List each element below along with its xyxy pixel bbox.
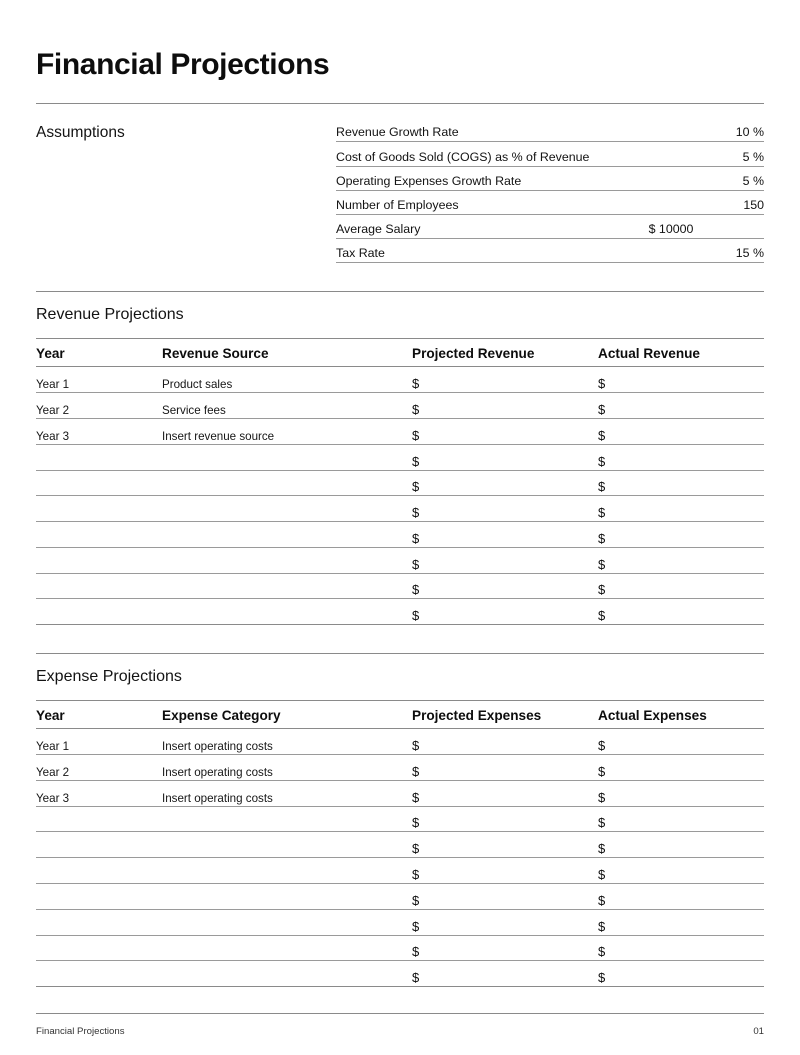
expense-cell-actual[interactable]: $ xyxy=(598,780,764,806)
revenue-cell-actual[interactable]: $ xyxy=(598,599,764,625)
revenue-spacer xyxy=(36,625,764,653)
revenue-cell-year[interactable]: Year 3 xyxy=(36,418,162,444)
footer-label: Financial Projections xyxy=(36,1026,125,1038)
revenue-cell-year[interactable] xyxy=(36,470,162,496)
expense-cell-year[interactable] xyxy=(36,935,162,961)
assumption-label: Number of Employees xyxy=(336,190,646,214)
expense-cell-actual[interactable]: $ xyxy=(598,935,764,961)
revenue-cell-projected[interactable]: $ xyxy=(412,522,598,548)
expense-cell-actual[interactable]: $ xyxy=(598,961,764,987)
assumption-label: Tax Rate xyxy=(336,239,646,263)
expense-cell-year[interactable]: Year 2 xyxy=(36,755,162,781)
table-row xyxy=(36,599,764,625)
revenue-cell-source[interactable] xyxy=(162,444,412,470)
assumption-value[interactable]: 150 xyxy=(646,190,764,214)
expense-cell-year[interactable]: Year 3 xyxy=(36,780,162,806)
table-row xyxy=(36,496,764,522)
revenue-cell-source[interactable]: Service fees xyxy=(162,393,412,419)
revenue-cell-projected[interactable]: $ xyxy=(412,367,598,393)
revenue-cell-projected[interactable]: $ xyxy=(412,496,598,522)
expense-cell-actual[interactable]: $ xyxy=(598,755,764,781)
expense-table-body xyxy=(36,729,764,987)
table-row xyxy=(36,444,764,470)
table-row xyxy=(36,367,764,393)
table-row xyxy=(36,573,764,599)
revenue-cell-actual[interactable]: $ xyxy=(598,496,764,522)
assumption-row xyxy=(336,166,764,190)
table-row xyxy=(36,884,764,910)
revenue-cell-projected[interactable]: $ xyxy=(412,599,598,625)
expense-cell-source[interactable] xyxy=(162,935,412,961)
table-row xyxy=(36,961,764,987)
revenue-cell-year[interactable]: Year 2 xyxy=(36,393,162,419)
assumption-row xyxy=(336,239,764,263)
revenue-col-projected: Projected Revenue xyxy=(412,339,598,367)
footer-divider xyxy=(36,1013,764,1014)
revenue-cell-year[interactable] xyxy=(36,547,162,573)
expense-cell-source[interactable] xyxy=(162,806,412,832)
expense-cell-source[interactable] xyxy=(162,961,412,987)
expense-cell-actual[interactable]: $ xyxy=(598,884,764,910)
revenue-table-body xyxy=(36,367,764,625)
expense-cell-source[interactable] xyxy=(162,909,412,935)
expense-cell-year[interactable] xyxy=(36,806,162,832)
assumption-value[interactable]: 10 % xyxy=(646,118,764,142)
expense-col-projected: Projected Expenses xyxy=(412,701,598,729)
revenue-projections-heading: Revenue Projections xyxy=(36,306,184,324)
revenue-cell-year[interactable] xyxy=(36,573,162,599)
expense-cell-projected[interactable]: $ xyxy=(412,858,598,884)
revenue-header-row xyxy=(36,339,764,367)
revenue-cell-year[interactable] xyxy=(36,444,162,470)
revenue-cell-year[interactable]: Year 1 xyxy=(36,367,162,393)
table-row xyxy=(36,729,764,755)
expense-col-year: Year xyxy=(36,701,162,729)
revenue-cell-actual[interactable]: $ xyxy=(598,547,764,573)
revenue-cell-year[interactable] xyxy=(36,522,162,548)
assumptions-label: Assumptions xyxy=(36,123,125,141)
table-row xyxy=(36,909,764,935)
expense-cell-source[interactable]: Insert operating costs xyxy=(162,780,412,806)
expense-col-actual: Actual Expenses xyxy=(598,701,764,729)
revenue-cell-actual[interactable]: $ xyxy=(598,470,764,496)
page-title: Financial Projections xyxy=(36,48,330,82)
assumption-row xyxy=(336,214,764,238)
expense-cell-year[interactable]: Year 1 xyxy=(36,729,162,755)
table-row xyxy=(36,547,764,573)
expense-cell-projected[interactable]: $ xyxy=(412,755,598,781)
revenue-col-actual: Actual Revenue xyxy=(598,339,764,367)
table-row xyxy=(36,470,764,496)
table-row xyxy=(36,935,764,961)
expense-col-category: Expense Category xyxy=(162,701,412,729)
table-row xyxy=(36,832,764,858)
assumption-row xyxy=(336,190,764,214)
document-page xyxy=(0,20,800,1055)
table-row xyxy=(36,806,764,832)
revenue-col-source: Revenue Source xyxy=(162,339,412,367)
revenue-cell-source[interactable] xyxy=(162,573,412,599)
expense-cell-projected[interactable]: $ xyxy=(412,729,598,755)
assumption-label: Cost of Goods Sold (COGS) as % of Revenue xyxy=(336,142,646,166)
expense-cell-actual[interactable]: $ xyxy=(598,909,764,935)
table-row xyxy=(36,522,764,548)
table-row xyxy=(36,755,764,781)
revenue-cell-projected[interactable]: $ xyxy=(412,573,598,599)
revenue-cell-actual[interactable]: $ xyxy=(598,393,764,419)
revenue-table-head xyxy=(36,339,764,367)
revenue-cell-actual[interactable]: $ xyxy=(598,522,764,548)
expense-cell-actual[interactable]: $ xyxy=(598,858,764,884)
expense-cell-actual[interactable]: $ xyxy=(598,832,764,858)
revenue-cell-source[interactable] xyxy=(162,522,412,548)
expense-cell-source[interactable] xyxy=(162,858,412,884)
assumption-row xyxy=(336,118,764,142)
page-footer xyxy=(36,1013,764,1037)
assumption-value[interactable]: 5 % xyxy=(646,166,764,190)
expense-cell-projected[interactable]: $ xyxy=(412,909,598,935)
revenue-projections-table xyxy=(36,338,764,625)
expense-cell-source[interactable]: Insert operating costs xyxy=(162,729,412,755)
expense-cell-projected[interactable]: $ xyxy=(412,935,598,961)
expense-cell-actual[interactable]: $ xyxy=(598,729,764,755)
expense-projections-section xyxy=(36,653,764,987)
revenue-cell-projected[interactable]: $ xyxy=(412,393,598,419)
table-row xyxy=(36,780,764,806)
table-row xyxy=(36,418,764,444)
assumptions-section xyxy=(36,104,764,264)
assumption-label: Average Salary xyxy=(336,214,646,238)
revenue-cell-projected[interactable]: $ xyxy=(412,444,598,470)
expense-cell-projected[interactable]: $ xyxy=(412,961,598,987)
expense-header-row xyxy=(36,701,764,729)
expense-cell-year[interactable] xyxy=(36,909,162,935)
expense-cell-source[interactable] xyxy=(162,832,412,858)
expense-cell-year[interactable] xyxy=(36,884,162,910)
expense-cell-year[interactable] xyxy=(36,832,162,858)
expense-table-head xyxy=(36,701,764,729)
revenue-cell-source[interactable] xyxy=(162,470,412,496)
assumption-row xyxy=(336,142,764,166)
revenue-cell-source[interactable] xyxy=(162,547,412,573)
revenue-cell-projected[interactable]: $ xyxy=(412,418,598,444)
assumptions-table xyxy=(336,118,764,264)
revenue-projections-section xyxy=(36,291,764,625)
footer-row xyxy=(36,1026,764,1037)
revenue-cell-actual[interactable]: $ xyxy=(598,418,764,444)
expense-cell-projected[interactable]: $ xyxy=(412,780,598,806)
expense-cell-projected[interactable]: $ xyxy=(412,832,598,858)
assumptions-spacer xyxy=(36,263,764,291)
expense-cell-source[interactable]: Insert operating costs xyxy=(162,755,412,781)
assumption-label: Revenue Growth Rate xyxy=(336,118,646,142)
expense-cell-year[interactable] xyxy=(36,961,162,987)
revenue-cell-year[interactable] xyxy=(36,496,162,522)
expense-cell-projected[interactable]: $ xyxy=(412,884,598,910)
footer-page-number: 01 xyxy=(753,1026,764,1038)
table-row xyxy=(36,393,764,419)
expense-projections-heading: Expense Projections xyxy=(36,668,182,686)
expense-cell-actual[interactable]: $ xyxy=(598,806,764,832)
assumption-value[interactable]: 5 % xyxy=(646,142,764,166)
revenue-cell-source[interactable] xyxy=(162,599,412,625)
revenue-cell-projected[interactable]: $ xyxy=(412,470,598,496)
revenue-cell-projected[interactable]: $ xyxy=(412,547,598,573)
revenue-cell-actual[interactable]: $ xyxy=(598,573,764,599)
revenue-cell-source[interactable] xyxy=(162,496,412,522)
revenue-cell-source[interactable]: Insert revenue source xyxy=(162,418,412,444)
revenue-col-year: Year xyxy=(36,339,162,367)
expense-cell-source[interactable] xyxy=(162,884,412,910)
assumption-label: Operating Expenses Growth Rate xyxy=(336,166,646,190)
expense-projections-table xyxy=(36,700,764,987)
revenue-cell-actual[interactable]: $ xyxy=(598,444,764,470)
expense-cell-year[interactable] xyxy=(36,858,162,884)
assumption-value[interactable]: 15 % xyxy=(646,239,764,263)
assumptions-table-body xyxy=(336,118,764,263)
assumption-value[interactable]: $ 10000 xyxy=(646,214,764,238)
revenue-cell-actual[interactable]: $ xyxy=(598,367,764,393)
revenue-cell-year[interactable] xyxy=(36,599,162,625)
revenue-cell-source[interactable]: Product sales xyxy=(162,367,412,393)
expense-cell-projected[interactable]: $ xyxy=(412,806,598,832)
table-row xyxy=(36,858,764,884)
